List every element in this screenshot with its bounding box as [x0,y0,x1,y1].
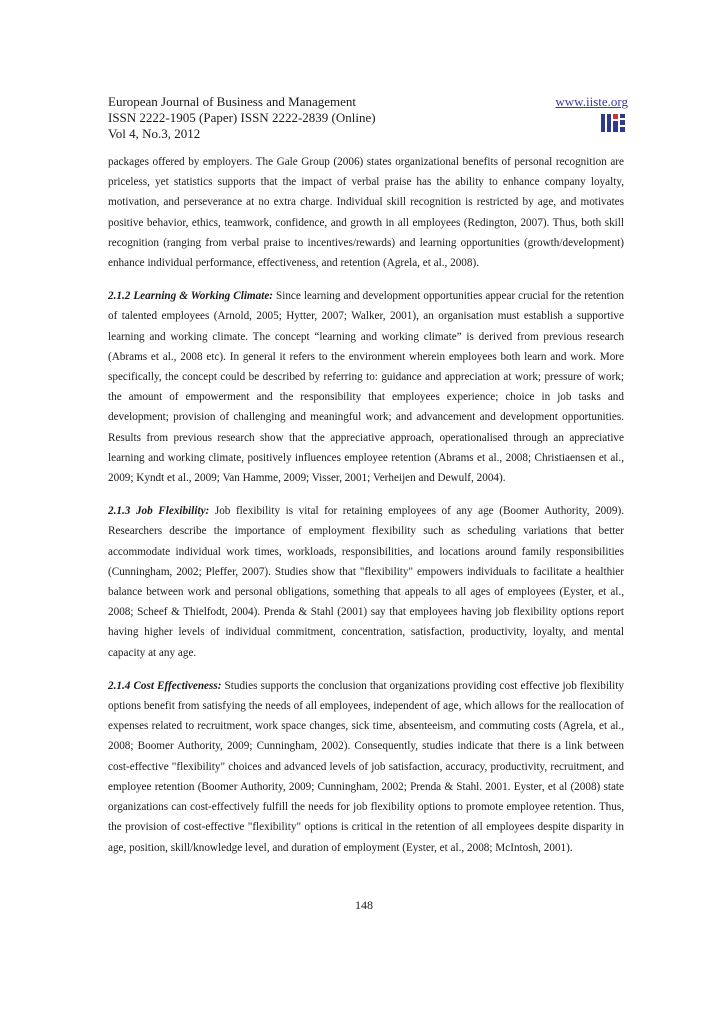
page-number: 148 [355,898,373,912]
paragraph-cost-effectiveness [108,676,624,858]
paragraph-text: Studies supports the conclusion that organizations providing cost effective job flexibility options benefit from satisfying the needs of all employees, independent of age, which allows for the reallocation of expenses related to recruitment, work space changes, sick time, absenteeism, and commuting costs (Agrela, et al., 2008; Boomer Authority, 2009; Cunningham, 2002). Consequently, studies indicate that there is a link between cost-effective "flexibility" choices and advanced levels of job satisfaction, accuracy, productivity, recruitment, and employee retention (Boomer Authority, 2009; Cunningham, 2002; Prenda & Stahl. 2001. Eyster, et al (2008) state organizations can cost-effectively fulfill the needs for job flexibility options to promote employee retention. Thus, the provision of cost-effective "flexibility" options is critical in the retention of all employees despite disparity in age, position, skill/knowledge level, and duration of employment (Eyster, et al., 2008; McIntosh, 2001). [108,679,624,854]
article-body [108,152,624,871]
paragraph-job-flexibility [108,501,624,663]
journal-issn: ISSN 2222-1905 (Paper) ISSN 2222-2839 (Online) [108,110,376,125]
journal-title: European Journal of Business and Management [108,94,357,109]
iiste-logo-icon [600,112,626,134]
section-heading-2-1-3: 2.1.3 Job Flexibility: [108,505,210,518]
paragraph-text: Since learning and development opportunities appear crucial for the retention of talented employees (Arnold, 2005; Hytter, 2007; Walker, 2001), an organisation must establish a supportive learning and working climate. The concept “learning and working climate” is derived from previous research (Abrams et al., 2008 etc). In general it refers to the environment wherein employees both learn and work. More specifically, the concept could be described by referring to: guidance and appreciation at work; pressure of work; the amount of empowerment and the responsibility that employees experience; choice in job tasks and development; provision of challenging and meaningful work; and advancement and development opportunities. Results from previous research show that the appreciative approach, operationalised through an appreciative learning and working climate, positively influences employee retention (Abrams et al., 2008; Christiaensen et al., 2009; Kyndt et al., 2009; Van Hamme, 2009; Visser, 2001; Verheijen and Dewulf, 2004). [108,290,624,485]
section-heading-2-1-4: 2.1.4 Cost Effectiveness: [108,679,222,692]
journal-url-link[interactable]: www.iiste.org [555,94,628,109]
section-heading-2-1-2: 2.1.2 Learning & Working Climate: [108,290,274,303]
journal-volume: Vol 4, No.3, 2012 [108,126,201,141]
paragraph-text: Job flexibility is vital for retaining employees of any age (Boomer Authority, 2009). Researchers describe the importance of employment flexibility such as scheduling variations that better accommodate individual work times, workloads, responsibilities, and locations around family responsibilities (Cunningham, 2002; Pleffer, 2007). Studies show that "flexibility" empowers individuals to facilitate a healthier balance between work and personal obligations, something that appeals to all ages of employees (Eyster, et al., 2008; Scheef & Thielfodt, 2004). Prenda & Stahl (2001) say that employees having job flexibility options report having higher levels of individual commitment, concentration, satisfaction, productivity, loyalty, and mental capacity at any age. [108,505,624,659]
paragraph-recognition [108,152,624,273]
paragraph-text: packages offered by employers. The Gale Group (2006) states organizational benefits of personal recognition are priceless, yet statistics supports that the impact of verbal praise has the ability to enhance company loyalty, motivation, and perseverance at no extra charge. Individual skill recognition is restricted by age, and motivates positive behavior, ethics, teamwork, confidence, and growth in all employees (Redington, 2007). Thus, both skill recognition (ranging from verbal praise to incentives/rewards) and learning opportunities (growth/development) enhance individual performance, effectiveness, and retention (Agrela, et al., 2008). [108,156,624,270]
journal-header [108,94,628,142]
paragraph-learning-climate [108,286,624,488]
